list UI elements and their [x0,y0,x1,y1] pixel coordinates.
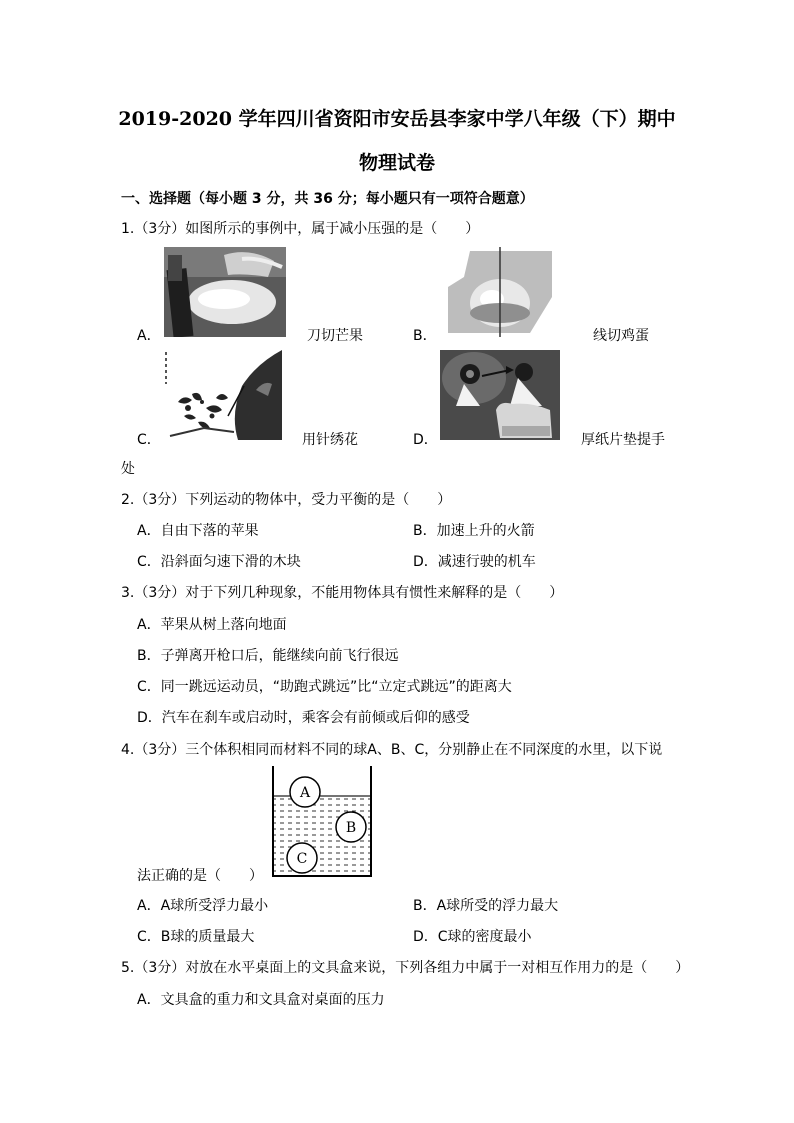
ball-c [287,843,317,873]
question-1-stem: 1.（3分）如图所示的事例中，属于减小压强的是（ ） [121,221,480,237]
q5-option-a[interactable]: A．文具盒的重力和文具盒对桌面的压力 [137,992,385,1008]
ball-a-label: A [299,785,311,801]
q1-option-c-text: 用针绣花 [302,432,358,448]
q1-option-c-letter[interactable]: C． [137,432,161,448]
q3-option-b[interactable]: B．子弹离开枪口后，能继续向前飞行很远 [137,648,399,664]
q4-option-a[interactable]: A．A球所受浮力最小 [137,898,269,914]
q1-option-a-text: 刀切芒果 [307,328,363,344]
q1-option-d-text: 厚纸片垫提手 [581,432,665,448]
q2-option-d[interactable]: D．减速行驶的机车 [413,554,536,570]
q2-option-b[interactable]: B．加速上升的火箭 [413,523,535,539]
q1-option-b-letter[interactable]: B． [413,328,437,344]
page-subtitle: 物理试卷 [358,152,435,174]
q3-option-a[interactable]: A．苹果从树上落向地面 [137,617,287,633]
ball-c-label: C [296,851,308,867]
q3-option-d[interactable]: D．汽车在刹车或启动时，乘客会有前倾或后仰的感受 [137,710,470,726]
ball-b-label: B [345,820,357,836]
q4-option-c[interactable]: C．B球的质量最大 [137,929,255,945]
question-2-stem: 2.（3分）下列运动的物体中，受力平衡的是（ ） [121,492,452,508]
egg-cutting-image [440,247,558,337]
page-title: 2019-2020 学年四川省资阳市安岳县李家中学八年级（下）期中 [118,108,676,130]
ball-b [336,812,366,842]
q1-option-d-continued: 处 [121,461,135,477]
q1-option-a-letter[interactable]: A． [137,328,161,344]
question-4-stem: 4.（3分）三个体积相同而材料不同的球A、B、C，分别静止在不同深度的水里，以下说 [121,742,663,758]
question-4-stem-continued: 法正确的是（ ） [137,868,263,884]
embroidery-needle-image [164,350,282,440]
beaker-diagram [271,766,375,880]
q4-option-d[interactable]: D．C球的密度最小 [413,929,532,945]
mango-cutting-image [164,247,286,337]
q1-option-b-text: 线切鸡蛋 [593,328,649,344]
q4-option-b[interactable]: B．A球所受的浮力最大 [413,898,559,914]
section-heading: 一、选择题（每小题 3 分，共 36 分；每小题只有一项符合题意） [121,191,534,207]
q2-option-a[interactable]: A．自由下落的苹果 [137,523,259,539]
q3-option-c[interactable]: C．同一跳远运动员，“助跑式跳远”比“立定式跳远”的距离大 [137,679,512,695]
question-3-stem: 3.（3分）对于下列几种现象，不能用物体具有惯性来解释的是（ ） [121,585,564,601]
question-5-stem: 5.（3分）对放在水平桌面上的文具盒来说，下列各组力中属于一对相互作用力的是（ ） [121,960,690,976]
ball-a [290,777,320,807]
q2-option-c[interactable]: C．沿斜面匀速下滑的木块 [137,554,301,570]
cardboard-handle-image [440,350,560,440]
q1-option-d-letter[interactable]: D． [413,432,438,448]
